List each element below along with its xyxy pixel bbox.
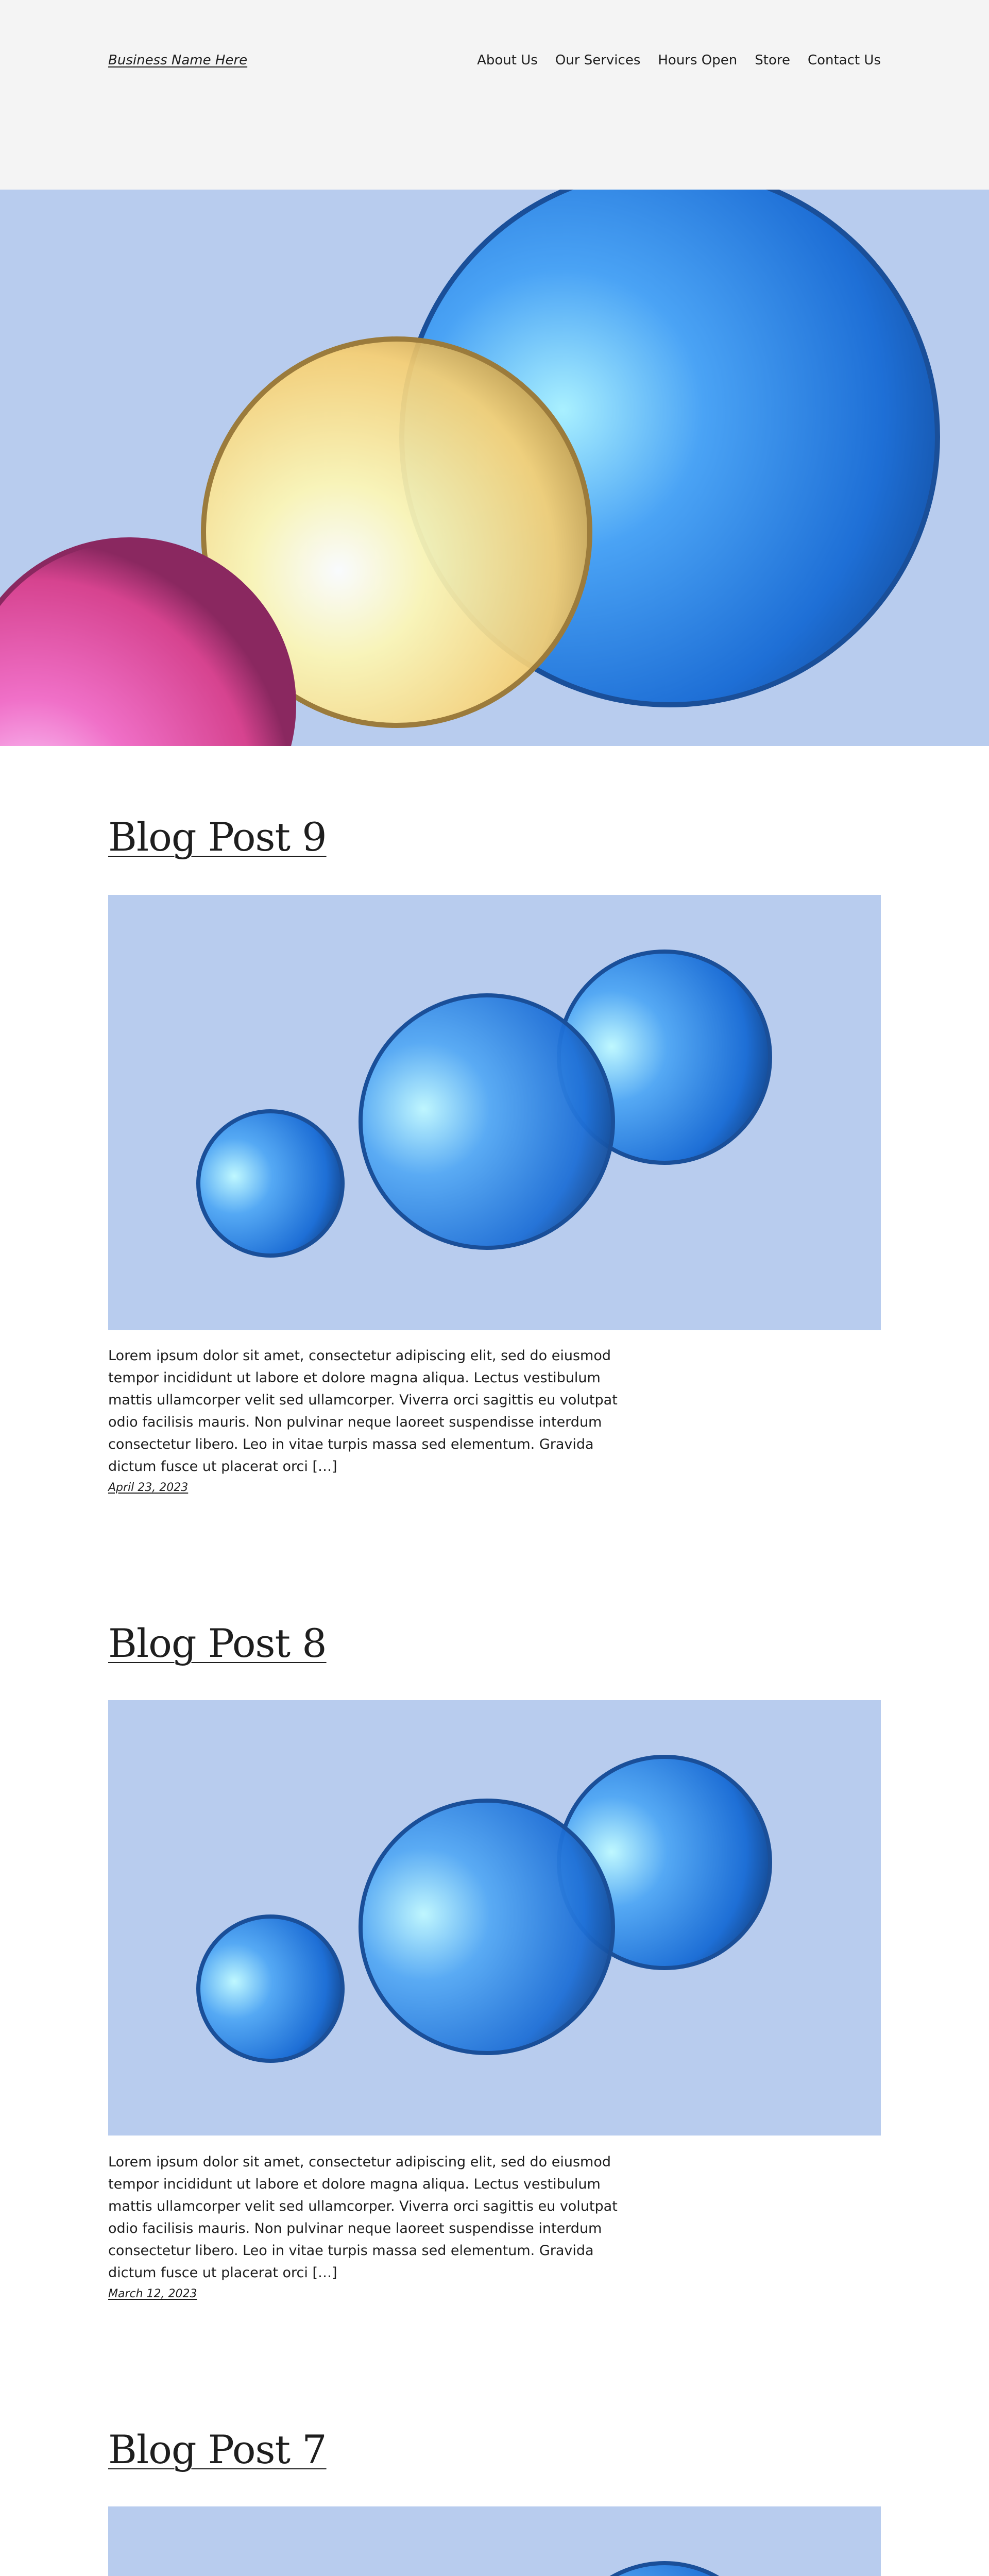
post-date-link[interactable]: March 12, 2023 bbox=[108, 2287, 197, 2300]
site-header bbox=[0, 0, 989, 190]
nav-item-hours-open[interactable]: Hours Open bbox=[658, 53, 738, 68]
nav-item-contact-us[interactable]: Contact Us bbox=[808, 53, 881, 68]
post-card bbox=[108, 2427, 881, 2472]
post-card bbox=[108, 1620, 881, 2300]
nav-item-store[interactable]: Store bbox=[755, 53, 790, 68]
post-featured-image[interactable] bbox=[108, 1700, 881, 2136]
post-excerpt: Lorem ipsum dolor sit amet, consectetur adipiscing elit, sed do eiusmod tempor incididunt ut labore et dolore magna aliqua. Lectus vestibulum mattis ullamcorper velit sed ullamcorper. Viverra orci sagittis eu volutpat odio facilisis mauris. Non pulvinar neque laoreet suspendisse interdum consectetur libero. Leo in vitae turpis massa sed elementum. Gravida dictum fusce ut placerat orci […] bbox=[108, 2154, 618, 2281]
post-title-link[interactable]: Blog Post 8 bbox=[108, 1620, 327, 1666]
hero-bubbles-illustration bbox=[0, 190, 989, 746]
post-date-link[interactable]: April 23, 2023 bbox=[108, 1481, 189, 1494]
site-title-link[interactable]: Business Name Here bbox=[108, 53, 248, 68]
post-title-link[interactable]: Blog Post 9 bbox=[108, 814, 327, 860]
post-featured-image[interactable] bbox=[108, 895, 881, 1330]
nav-item-about-us[interactable]: About Us bbox=[477, 53, 538, 68]
bubbles-illustration bbox=[108, 1700, 881, 2136]
post-featured-image[interactable] bbox=[108, 2506, 881, 2576]
bubbles-illustration bbox=[108, 2506, 881, 2576]
main-navigation bbox=[477, 53, 881, 68]
hero-image bbox=[0, 190, 989, 746]
post-excerpt: Lorem ipsum dolor sit amet, consectetur adipiscing elit, sed do eiusmod tempor incididunt ut labore et dolore magna aliqua. Lectus vestibulum mattis ullamcorper velit sed ullamcorper. Viverra orci sagittis eu volutpat odio facilisis mauris. Non pulvinar neque laoreet suspendisse interdum consectetur libero. Leo in vitae turpis massa sed elementum. Gravida dictum fusce ut placerat orci […] bbox=[108, 1348, 618, 1475]
post-title-link[interactable]: Blog Post 7 bbox=[108, 2427, 327, 2472]
nav-item-our-services[interactable]: Our Services bbox=[555, 53, 641, 68]
bubbles-illustration bbox=[108, 895, 881, 1330]
post-card bbox=[108, 814, 881, 1494]
